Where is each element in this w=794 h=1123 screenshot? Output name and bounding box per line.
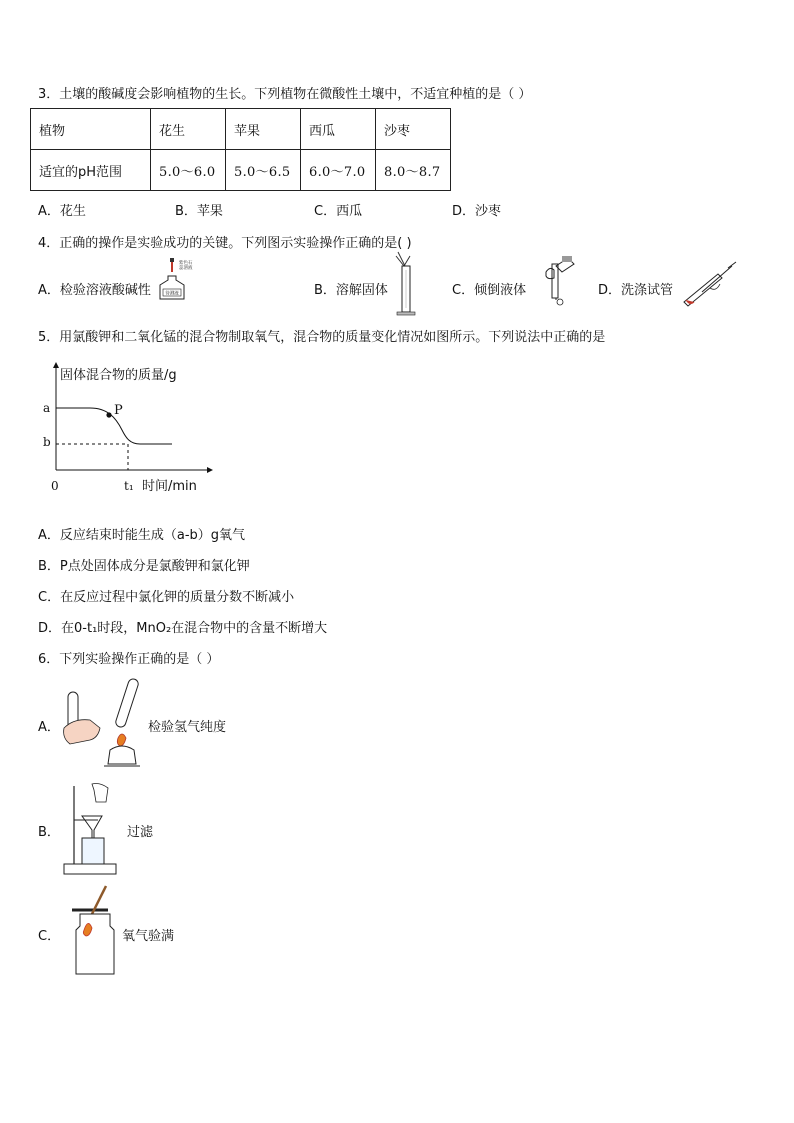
q4-option-b: B．溶解固体 [314, 283, 388, 298]
point-p [106, 412, 111, 417]
table-cell: 5.0～6.0 [151, 150, 226, 191]
q4-option-c: C．倾倒液体 [452, 283, 527, 298]
y-tick-label-b: b [43, 435, 51, 449]
table-cell: 植物 [31, 109, 151, 150]
table-cell: 西瓜 [301, 109, 376, 150]
table-cell: 苹果 [226, 109, 301, 150]
q3-option-b: B．苹果 [175, 204, 223, 219]
q6-option-c-letter: C． [38, 929, 61, 944]
q6-option-a-label: 检验氢气纯度 [148, 720, 227, 735]
dropper-bottle-illustration [160, 258, 194, 300]
bottle-label: 待测液 [165, 291, 179, 297]
q6-option-b-letter: B． [38, 825, 60, 840]
filtration-illustration [64, 784, 122, 878]
q4-option-d: D．洗涤试管 [598, 283, 674, 298]
q5-stem: 5．用氯酸钾和二氧化锰的混合物制取氧气，混合物的质量变化情况如图所示。下列说法中正确的是 [38, 330, 606, 345]
table-cell: 沙枣 [376, 109, 451, 150]
q5-option-b: B．P点处固体成分是氯酸钾和氯化钾 [38, 559, 250, 574]
y-axis-label: 固体混合物的质量/g [60, 368, 177, 383]
table-cell: 5.0～6.5 [226, 150, 301, 191]
table-cell: 花生 [151, 109, 226, 150]
table-cell: 6.0～7.0 [301, 150, 376, 191]
table-cell: 适宜的pH范围 [31, 150, 151, 191]
q3-option-c: C．西瓜 [314, 204, 363, 219]
q6-option-a-letter: A． [38, 720, 60, 735]
table-row [31, 109, 451, 150]
q4-stem: 4．正确的操作是实验成功的关键。下列图示实验操作正确的是( ) [38, 236, 412, 251]
table-cell: 8.0～8.7 [376, 150, 451, 191]
oxygen-collection-test-illustration [68, 886, 120, 976]
x-axis-label: 时间/min [142, 479, 197, 494]
graduated-cylinder-illustration [394, 252, 416, 316]
q5-option-c: C．在反应过程中氯化钾的质量分数不断减小 [38, 590, 295, 605]
hydrogen-purity-test-illustration [60, 678, 146, 770]
q6-stem: 6．下列实验操作正确的是（ ） [38, 652, 220, 667]
washing-test-tube-illustration [680, 262, 738, 308]
q3-stem: 3．土壤的酸碱度会影响植物的生长。下列植物在微酸性土壤中，不适宜种植的是（ ） [38, 87, 532, 102]
pouring-liquid-illustration [534, 256, 576, 308]
x-tick-label: t₁ [124, 479, 134, 493]
q3-option-a: A．花生 [38, 204, 86, 219]
table-row [31, 150, 451, 191]
q6-option-c-label: 氧气验满 [122, 929, 175, 944]
bottle-top-label: 紫色石 [179, 261, 193, 266]
mass-time-chart [30, 360, 220, 500]
svg-text:蕊溶液: 蕊溶液 [179, 266, 193, 271]
q4-option-a: A．检验溶液酸碱性 [38, 283, 151, 298]
q5-option-a: A．反应结束时能生成（a-b）g氧气 [38, 528, 246, 543]
q3-option-d: D．沙枣 [452, 204, 502, 219]
ph-table [30, 108, 451, 191]
point-p-label: P [114, 403, 123, 418]
y-tick-label-a: a [43, 401, 51, 415]
q5-option-d: D．在0-t₁时段，MnO₂在混合物中的含量不断增大 [38, 621, 328, 636]
origin-label: 0 [51, 479, 59, 493]
q6-option-b-label: 过滤 [127, 825, 154, 840]
